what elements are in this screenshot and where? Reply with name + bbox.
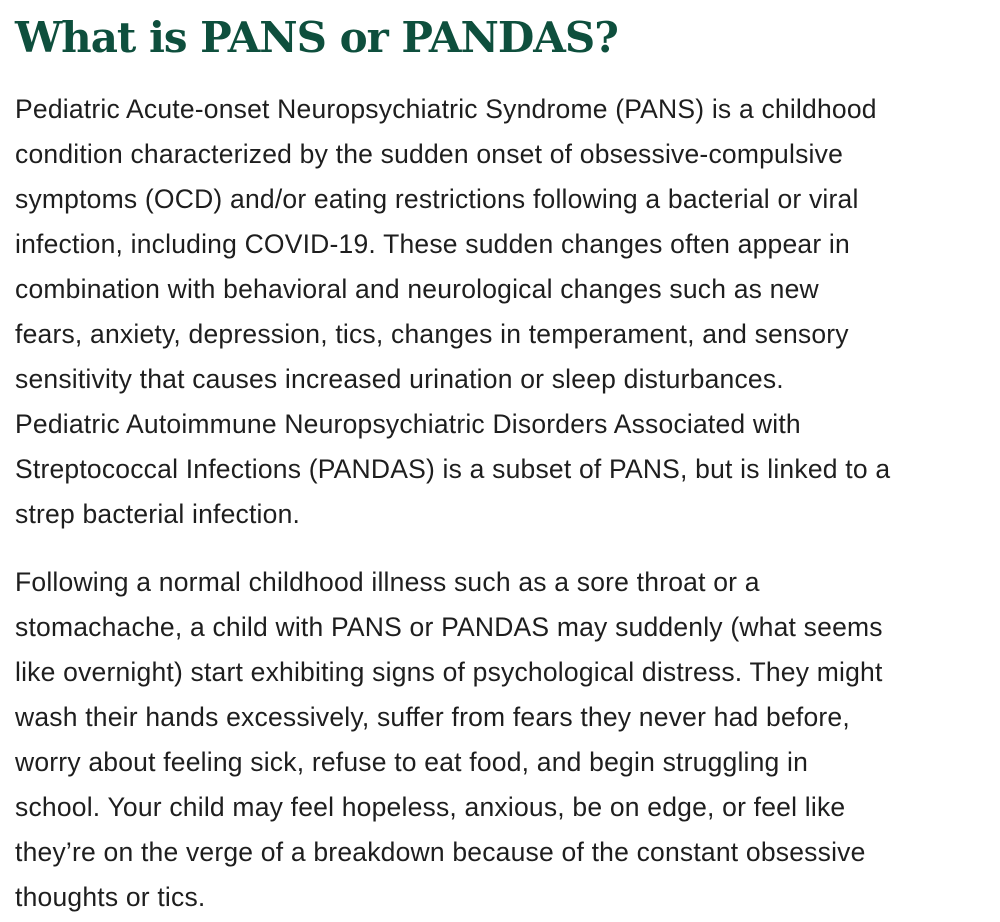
paragraph-line: wash their hands excessively, suffer from fears they never had before, <box>15 702 850 732</box>
paragraph-line: infection, including COVID-19. These sudden changes often appear in <box>15 229 850 259</box>
paragraph-line: condition characterized by the sudden onset of obsessive-compulsive <box>15 139 844 169</box>
paragraph-line: like overnight) start exhibiting signs of psychological distress. They might <box>15 657 883 687</box>
paragraph-line: school. Your child may feel hopeless, anxious, be on edge, or feel like <box>15 792 846 822</box>
paragraph-symptoms <box>15 560 990 920</box>
paragraph-line: fears, anxiety, depression, tics, changes in temperament, and sensory <box>15 319 849 349</box>
paragraph-line: Pediatric Acute-onset Neuropsychiatric Syndrome (PANS) is a childhood <box>15 94 877 124</box>
paragraph-line: they’re on the verge of a breakdown because of the constant obsessive <box>15 837 866 867</box>
paragraph-line: stomachache, a child with PANS or PANDAS may suddenly (what seems <box>15 612 883 642</box>
paragraph-line: combination with behavioral and neurological changes such as new <box>15 274 819 304</box>
paragraph-line: Pediatric Autoimmune Neuropsychiatric Disorders Associated with <box>15 409 801 439</box>
paragraph-line: symptoms (OCD) and/or eating restrictions following a bacterial or viral <box>15 184 859 214</box>
paragraph-line: thoughts or tics. <box>15 882 206 912</box>
paragraph-line: worry about feeling sick, refuse to eat food, and begin struggling in <box>15 747 809 777</box>
page-title: What is PANS or PANDAS? <box>15 13 618 62</box>
paragraph-line: Following a normal childhood illness such as a sore throat or a <box>15 567 760 597</box>
paragraph-line: Streptococcal Infections (PANDAS) is a subset of PANS, but is linked to a <box>15 454 891 484</box>
paragraph-line: strep bacterial infection. <box>15 499 301 529</box>
paragraph-pans-definition <box>15 87 990 537</box>
paragraph-line: sensitivity that causes increased urination or sleep disturbances. <box>15 364 784 394</box>
